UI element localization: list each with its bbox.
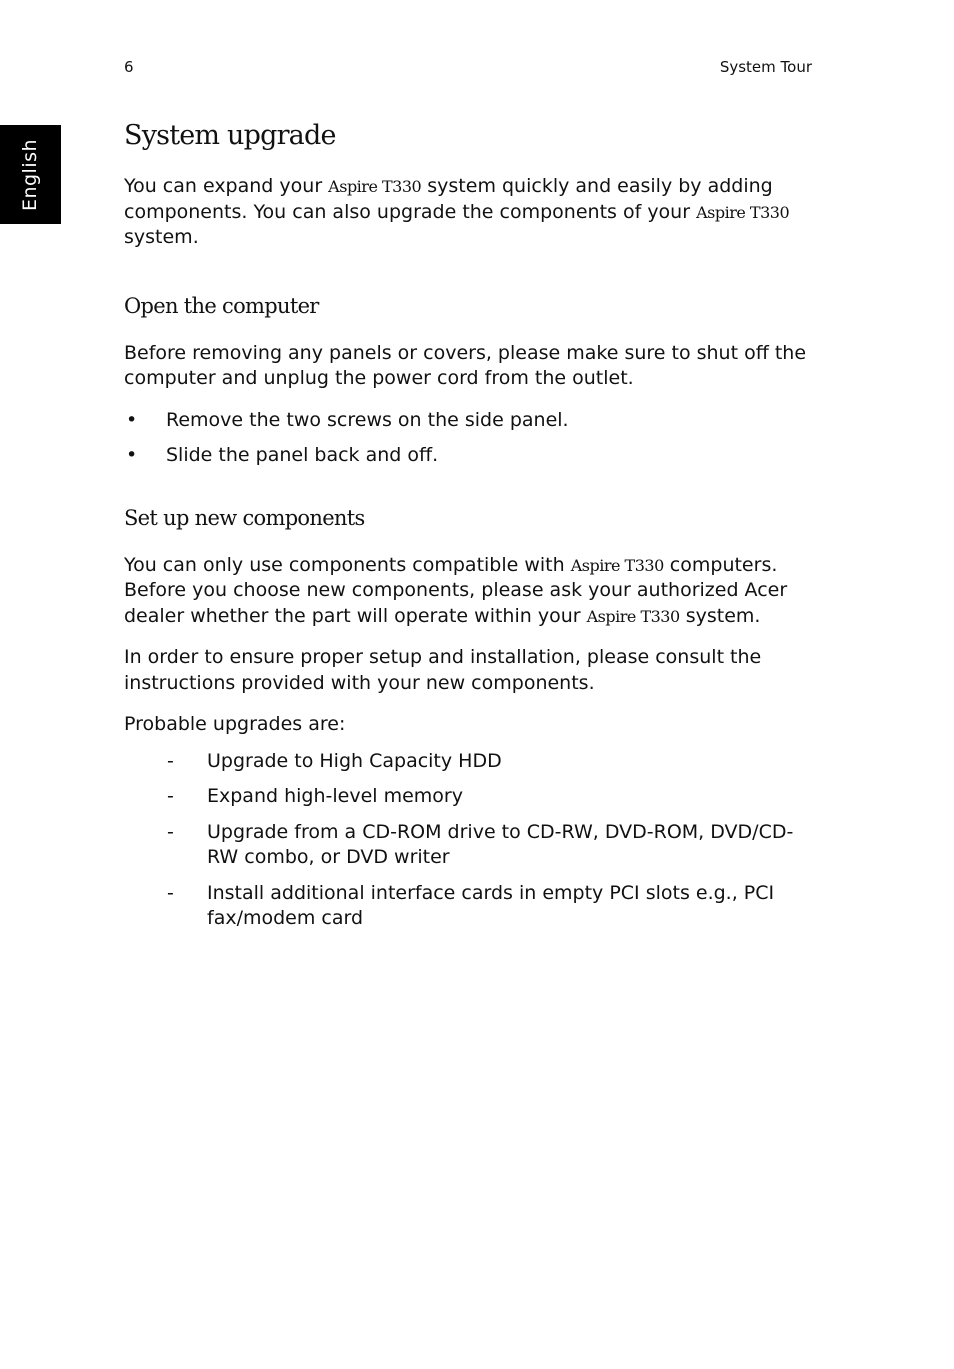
language-tab-label: English: [19, 138, 41, 212]
compatibility-paragraph: [124, 553, 814, 630]
running-header-section: System Tour: [719, 58, 812, 76]
compat-text-1: You can only use components compatible with: [124, 553, 571, 576]
list-item: [124, 408, 814, 434]
intro-text-2: system quickly and easily by adding components. You can also upgrade the components of your: [124, 175, 773, 223]
upgrade-list: [124, 749, 814, 932]
list-item-text: Expand high-level memory: [207, 785, 463, 807]
upgrades-intro: Probable upgrades are:: [124, 713, 346, 735]
section-heading-new-components: Set up new components: [124, 505, 365, 530]
list-item: [124, 443, 814, 469]
dash-marker: -: [167, 785, 174, 807]
dash-marker: -: [167, 881, 174, 904]
list-item-text: Slide the panel back and off.: [166, 444, 439, 466]
dash-marker: -: [167, 820, 174, 843]
intro-text-1: You can expand your: [124, 175, 329, 197]
list-item-text: Upgrade to High Capacity HDD: [207, 749, 502, 772]
list-item: [124, 784, 814, 810]
intro-text-3: system.: [124, 226, 199, 248]
list-item: [124, 881, 814, 932]
list-item-text: Install additional interface cards in empty PCI slots e.g., PCI fax/modem card: [207, 881, 775, 929]
compat-text-3: system.: [679, 604, 761, 627]
compat-text-2: computers. Before you choose new components, please ask your authorized Acer dealer whether the part will operate within your: [124, 553, 788, 627]
dash-marker: -: [167, 749, 174, 772]
list-item-text: Upgrade from a CD-ROM drive to CD-RW, DVD-ROM, DVD/CD-RW combo, or DVD writer: [207, 820, 794, 868]
intro-paragraph: [124, 174, 814, 251]
page-title: System upgrade: [124, 120, 336, 151]
installation-paragraph: In order to ensure proper setup and installation, please consult the instructions provided with your new components.: [124, 646, 762, 694]
list-item-text: Remove the two screws on the side panel.: [166, 408, 569, 431]
page-number: 6: [124, 58, 134, 76]
product-name: Aspire T330: [328, 177, 422, 196]
open-computer-paragraph: Before removing any panels or covers, please make sure to shut off the computer and unplug the power cord from the outlet.: [124, 341, 807, 389]
open-computer-steps: [124, 408, 814, 469]
product-name: Aspire T330: [570, 555, 664, 575]
list-item: [124, 820, 814, 871]
bullet-marker: •: [126, 444, 138, 466]
bullet-marker: •: [126, 408, 138, 431]
page-content: [124, 118, 814, 942]
section-heading-open-computer: Open the computer: [124, 293, 319, 318]
product-name: Aspire T330: [696, 202, 790, 222]
product-name: Aspire T330: [586, 606, 680, 626]
language-tab: [0, 125, 61, 224]
list-item: [124, 749, 814, 775]
